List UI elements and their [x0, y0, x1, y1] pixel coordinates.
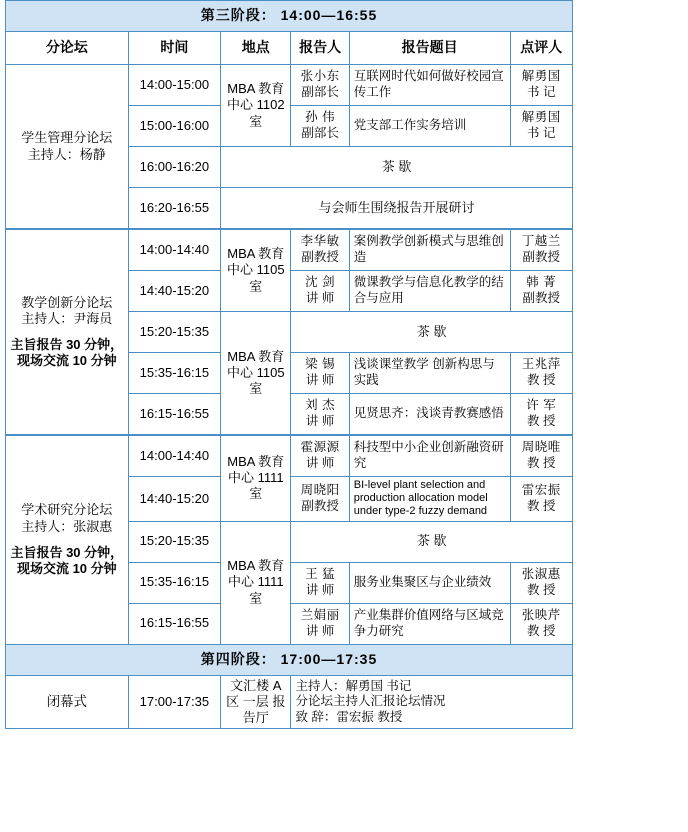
time-cell-1-2: 15:20-15:35 — [128, 312, 220, 353]
table-row — [6, 229, 573, 271]
table-header-row — [6, 32, 573, 65]
commenter-cell-2-1 — [510, 477, 572, 522]
commenter-cell-0-1 — [510, 106, 572, 147]
forum-cell-1 — [6, 229, 129, 435]
topic-cell-1-1: 微课教学与信息化教学的结合与应用 — [349, 271, 510, 312]
forum-cell-2 — [6, 435, 129, 644]
speaker-name-2-0: 霍源源 — [300, 440, 340, 455]
speaker-name-1-4: 刘 杰 — [305, 398, 336, 413]
time-cell-2-1: 14:40-15:20 — [128, 477, 220, 522]
phase4-banner: 第四阶段： 17:00—17:35 — [6, 644, 573, 675]
commenter-title-1-1: 副教授 — [522, 291, 561, 305]
speaker-title-0-1: 副部长 — [301, 126, 339, 140]
forum-note-2: 主旨报告 30 分钟，现场交流 10 分钟 — [10, 544, 124, 577]
time-cell-1-4: 16:15-16:55 — [128, 394, 220, 436]
commenter-title-0-1: 书 记 — [527, 126, 556, 140]
speaker-cell-1-4 — [291, 394, 349, 436]
commenter-name-1-3: 王兆萍 — [521, 357, 561, 372]
topic-cell-1-0: 案例教学创新模式与思维创造 — [349, 229, 510, 271]
table-row — [6, 65, 573, 106]
phase3-banner: 第三阶段： 14:00—16:55 — [6, 1, 573, 32]
closing-info-line1: 主持人：解勇国 书记 — [295, 678, 412, 693]
tea-break-2: 茶 歇 — [291, 521, 573, 562]
commenter-title-2-3: 教 授 — [527, 582, 556, 597]
commenter-name-2-1: 雷宏振 — [521, 483, 561, 498]
speaker-cell-0-0 — [291, 65, 349, 106]
speaker-cell-1-3 — [291, 353, 349, 394]
place-cell-1: MBA 教育中心 1105 室 — [221, 229, 291, 312]
commenter-title-2-4: 教 授 — [527, 623, 556, 638]
place-cell-2: MBA 教育中心 1111 室 — [221, 435, 291, 521]
time-cell-0-0: 14:00-15:00 — [128, 65, 220, 106]
time-cell-2-0: 14:00-14:40 — [128, 435, 220, 477]
forum-host-0: 主持人：杨静 — [27, 146, 106, 162]
time-cell-2-4: 16:15-16:55 — [128, 603, 220, 644]
commenter-name-2-0: 周晓唯 — [521, 440, 561, 455]
tea-break-1: 茶 歇 — [291, 312, 573, 353]
topic-cell-0-1: 党支部工作实务培训 — [349, 106, 510, 147]
commenter-name-2-4: 张映芹 — [521, 607, 561, 622]
speaker-title-2-0: 讲 师 — [305, 456, 335, 470]
speaker-cell-2-1 — [291, 477, 349, 522]
speaker-title-1-1: 讲 师 — [305, 291, 335, 305]
speaker-title-1-4: 讲 师 — [305, 414, 335, 428]
speaker-title-2-4: 讲 师 — [305, 623, 335, 638]
closing-info — [291, 675, 573, 729]
closing-place: 文汇楼 A 区 一层 报告厅 — [221, 675, 291, 729]
commenter-title-2-0: 教 授 — [527, 456, 556, 470]
commenter-cell-0-0 — [510, 65, 572, 106]
topic-cell-2-3: 服务业集聚区与企业绩效 — [349, 562, 510, 603]
header-forum: 分论坛 — [6, 32, 129, 65]
speaker-title-2-3: 讲 师 — [305, 582, 335, 597]
header-place: 地点 — [221, 32, 291, 65]
phase4-banner-row — [6, 644, 573, 675]
commenter-cell-2-3 — [510, 562, 572, 603]
forum-cell-0 — [6, 65, 129, 230]
commenter-cell-1-0 — [510, 229, 572, 271]
closing-info-line3: 致 辞：雷宏振 教授 — [295, 709, 403, 724]
forum-note-1: 主旨报告 30 分钟，现场交流 10 分钟 — [10, 337, 124, 369]
speaker-cell-2-4 — [291, 603, 349, 644]
speaker-cell-1-0 — [291, 229, 349, 271]
time-cell-1-0: 14:00-14:40 — [128, 229, 220, 271]
commenter-name-1-0: 丁越兰 — [521, 234, 561, 249]
commenter-cell-1-3 — [510, 353, 572, 394]
forum-host-1: 主持人：尹海员 — [21, 310, 113, 326]
speaker-title-1-0: 副教授 — [301, 250, 339, 264]
header-commenter: 点评人 — [510, 32, 572, 65]
commenter-title-1-0: 副教授 — [522, 250, 561, 264]
time-cell-2-2: 15:20-15:35 — [128, 521, 220, 562]
table-row — [6, 435, 573, 477]
speaker-name-2-3: 王 猛 — [305, 566, 336, 581]
commenter-cell-2-0 — [510, 435, 572, 477]
speaker-cell-0-1 — [291, 106, 349, 147]
time-cell-1-3: 15:35-16:15 — [128, 353, 220, 394]
commenter-cell-2-4 — [510, 603, 572, 644]
commenter-name-2-3: 张淑惠 — [521, 566, 561, 581]
commenter-name-1-1: 韩 菁 — [526, 275, 557, 290]
commenter-name-0-0: 解勇国 — [521, 69, 561, 84]
header-speaker: 报告人 — [291, 32, 349, 65]
time-cell-1-1: 14:40-15:20 — [128, 271, 220, 312]
place-cell-0: MBA 教育中心 1102 室 — [221, 65, 291, 147]
speaker-name-1-3: 梁 锡 — [305, 357, 336, 372]
closing-name: 闭幕式 — [6, 675, 129, 729]
speaker-title-2-1: 副教授 — [301, 498, 339, 513]
header-topic: 报告题目 — [349, 32, 510, 65]
speaker-cell-2-3 — [291, 562, 349, 603]
forum-name-1: 教学创新分论坛 — [21, 294, 113, 310]
commenter-name-1-4: 许 军 — [526, 398, 557, 413]
forum-name-0: 学生管理分论坛 — [21, 130, 113, 146]
topic-cell-2-0: 科技型中小企业创新融资研究 — [349, 435, 510, 477]
time-cell-0-3: 16:20-16:55 — [128, 188, 220, 230]
topic-cell-2-1: BI-level plant selection and production allocation model under type-2 fuzzy demand — [349, 477, 510, 522]
closing-time: 17:00-17:35 — [128, 675, 220, 729]
closing-info-line2: 分论坛主持人汇报论坛情况 — [295, 694, 446, 709]
speaker-name-1-1: 沈 剑 — [305, 275, 336, 290]
commenter-title-2-1: 教 授 — [527, 498, 556, 513]
phase3-banner-row — [6, 1, 573, 32]
header-time: 时间 — [128, 32, 220, 65]
speaker-name-2-4: 兰娟丽 — [300, 607, 340, 622]
place-cell-1b: MBA 教育中心 1105 室 — [221, 312, 291, 436]
closing-row — [6, 675, 573, 729]
commenter-title-0-0: 书 记 — [527, 85, 556, 99]
time-cell-2-3: 15:35-16:15 — [128, 562, 220, 603]
topic-cell-0-0: 互联网时代如何做好校园宣传工作 — [349, 65, 510, 106]
time-cell-0-1: 15:00-16:00 — [128, 106, 220, 147]
speaker-name-0-0: 张小东 — [300, 69, 340, 84]
agenda-table — [5, 0, 573, 729]
speaker-name-2-1: 周晓阳 — [300, 483, 340, 498]
speaker-cell-1-1 — [291, 271, 349, 312]
commenter-title-1-4: 教 授 — [527, 414, 556, 428]
discussion-0: 与会师生围绕报告开展研讨 — [221, 188, 573, 230]
commenter-title-1-3: 教 授 — [527, 373, 556, 387]
commenter-cell-1-1 — [510, 271, 572, 312]
commenter-cell-1-4 — [510, 394, 572, 436]
forum-name-2: 学术研究分论坛 — [21, 502, 113, 518]
speaker-name-1-0: 李华敏 — [300, 234, 340, 249]
speaker-title-0-0: 副部长 — [301, 85, 339, 99]
place-cell-2b: MBA 教育中心 1111 室 — [221, 521, 291, 644]
topic-cell-1-4: 见贤思齐：浅谈青教赛感悟 — [349, 394, 510, 436]
topic-cell-2-4: 产业集群价值网络与区域竞争力研究 — [349, 603, 510, 644]
time-cell-0-2: 16:00-16:20 — [128, 147, 220, 188]
speaker-cell-2-0 — [291, 435, 349, 477]
commenter-name-0-1: 解勇国 — [521, 110, 561, 125]
forum-host-2: 主持人：张淑惠 — [21, 518, 113, 534]
speaker-title-1-3: 讲 师 — [305, 373, 335, 387]
topic-cell-1-3: 浅谈课堂教学 创新构思与实践 — [349, 353, 510, 394]
tea-break-0: 茶 歇 — [221, 147, 573, 188]
speaker-name-0-1: 孙 伟 — [305, 110, 336, 125]
